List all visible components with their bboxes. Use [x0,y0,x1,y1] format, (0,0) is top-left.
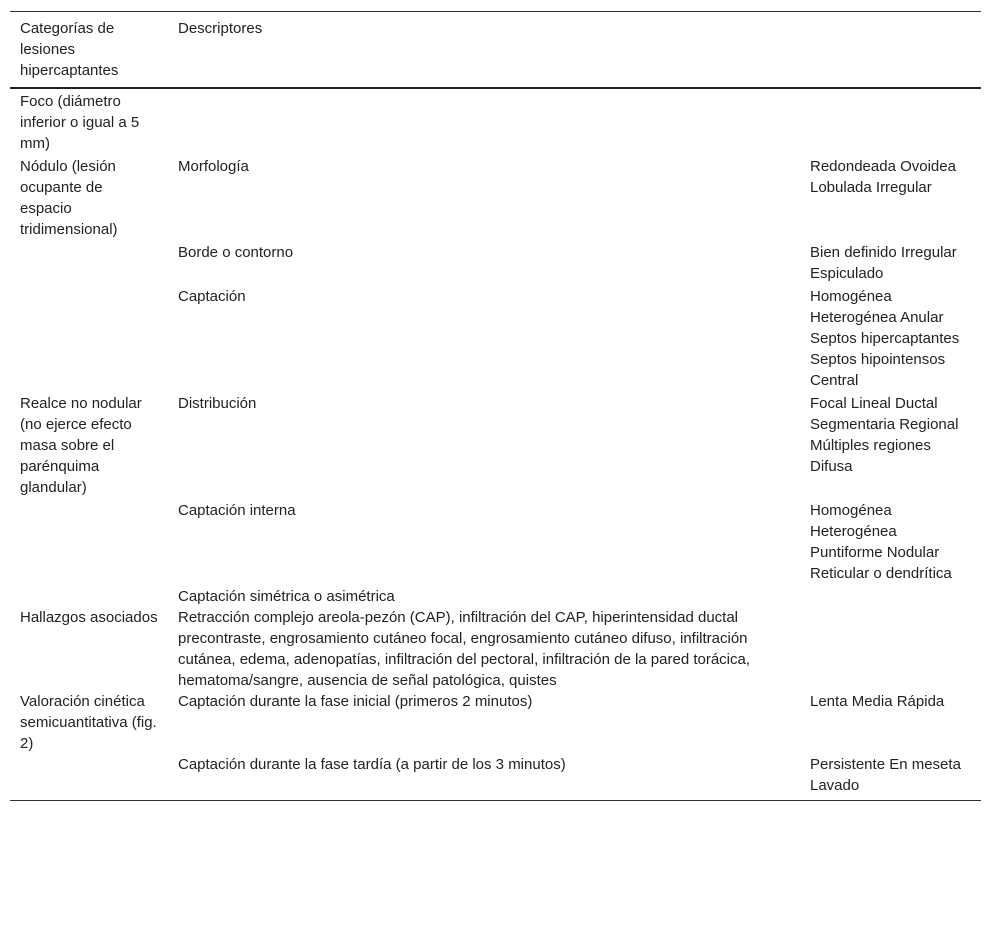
descriptor-cell: Captación simétrica o asimétrica [178,588,395,605]
header-values [800,12,981,89]
header-categories: Categorías de lesiones hipercaptantes [10,12,168,89]
category-cell [10,286,168,393]
table-row [10,88,981,156]
table-row [10,607,981,691]
table-row [10,691,981,754]
table-row [10,393,981,500]
descriptor-cell: Captación [178,288,246,305]
value-cell [800,586,981,607]
value-cell: Focal Lineal Ductal Segmentaria Regional Múltiples regiones Difusa [810,395,959,475]
table-body [10,88,981,801]
descriptor-cell: Morfología [178,158,249,175]
table-row [10,156,981,242]
value-cell: Homogénea Heterogénea Puntiforme Nodular Reticular o dendrítica [810,502,952,582]
header-descriptors: Descriptores [168,12,800,89]
category-cell: Realce no nodular (no ejerce efecto masa sobre el parénquima glandular) [20,395,142,496]
descriptor-cell [168,88,800,156]
category-cell [10,500,168,586]
descriptor-cell: Borde o contorno [178,244,294,261]
category-cell [10,242,168,286]
table-row [10,286,981,393]
category-cell: Foco (diámetro inferior o igual a 5 mm) [20,93,140,152]
table-row [10,500,981,586]
lesion-descriptors-table [10,11,981,801]
category-cell [10,754,168,801]
descriptor-cell: Distribución [178,395,257,412]
value-cell: Bien definido Irregular Espiculado [810,244,957,282]
descriptor-cell: Captación interna [178,502,296,519]
category-cell: Hallazgos asociados [20,609,158,626]
value-cell [800,88,981,156]
value-cell: Redondeada Ovoidea Lobulada Irregular [810,158,956,196]
descriptor-cell: Captación durante la fase tardía (a partir de los 3 minutos) [168,754,800,801]
table-header [10,12,981,89]
category-cell: Nódulo (lesión ocupante de espacio tridimensional) [20,158,118,238]
descriptor-cell: Captación durante la fase inicial (primeros 2 minutos) [178,693,533,710]
header-row [10,12,981,89]
table-row [10,586,981,607]
value-cell [800,607,981,691]
value-cell: Homogénea Heterogénea Anular Septos hipercaptantes Septos hipointensos Central [810,288,960,389]
table-row [10,242,981,286]
value-cell: Lenta Media Rápida [810,693,945,710]
value-cell: Persistente En meseta Lavado [800,754,981,801]
category-cell: Valoración cinética semicuantitativa (fig. 2) [20,693,157,752]
descriptor-cell: Retracción complejo areola-pezón (CAP), infiltración del CAP, hiperintensidad ductal precontraste, engrosamiento cutáneo focal, engrosamiento cutáneo difuso, infiltración cutánea, edema, adenopatías, infiltración del pectoral, infiltración de la pared torácica, hematoma/sangre, ausencia de señal patológica, quistes [178,609,751,689]
table-container [10,11,981,801]
table-row [10,754,981,801]
category-cell [10,586,168,607]
